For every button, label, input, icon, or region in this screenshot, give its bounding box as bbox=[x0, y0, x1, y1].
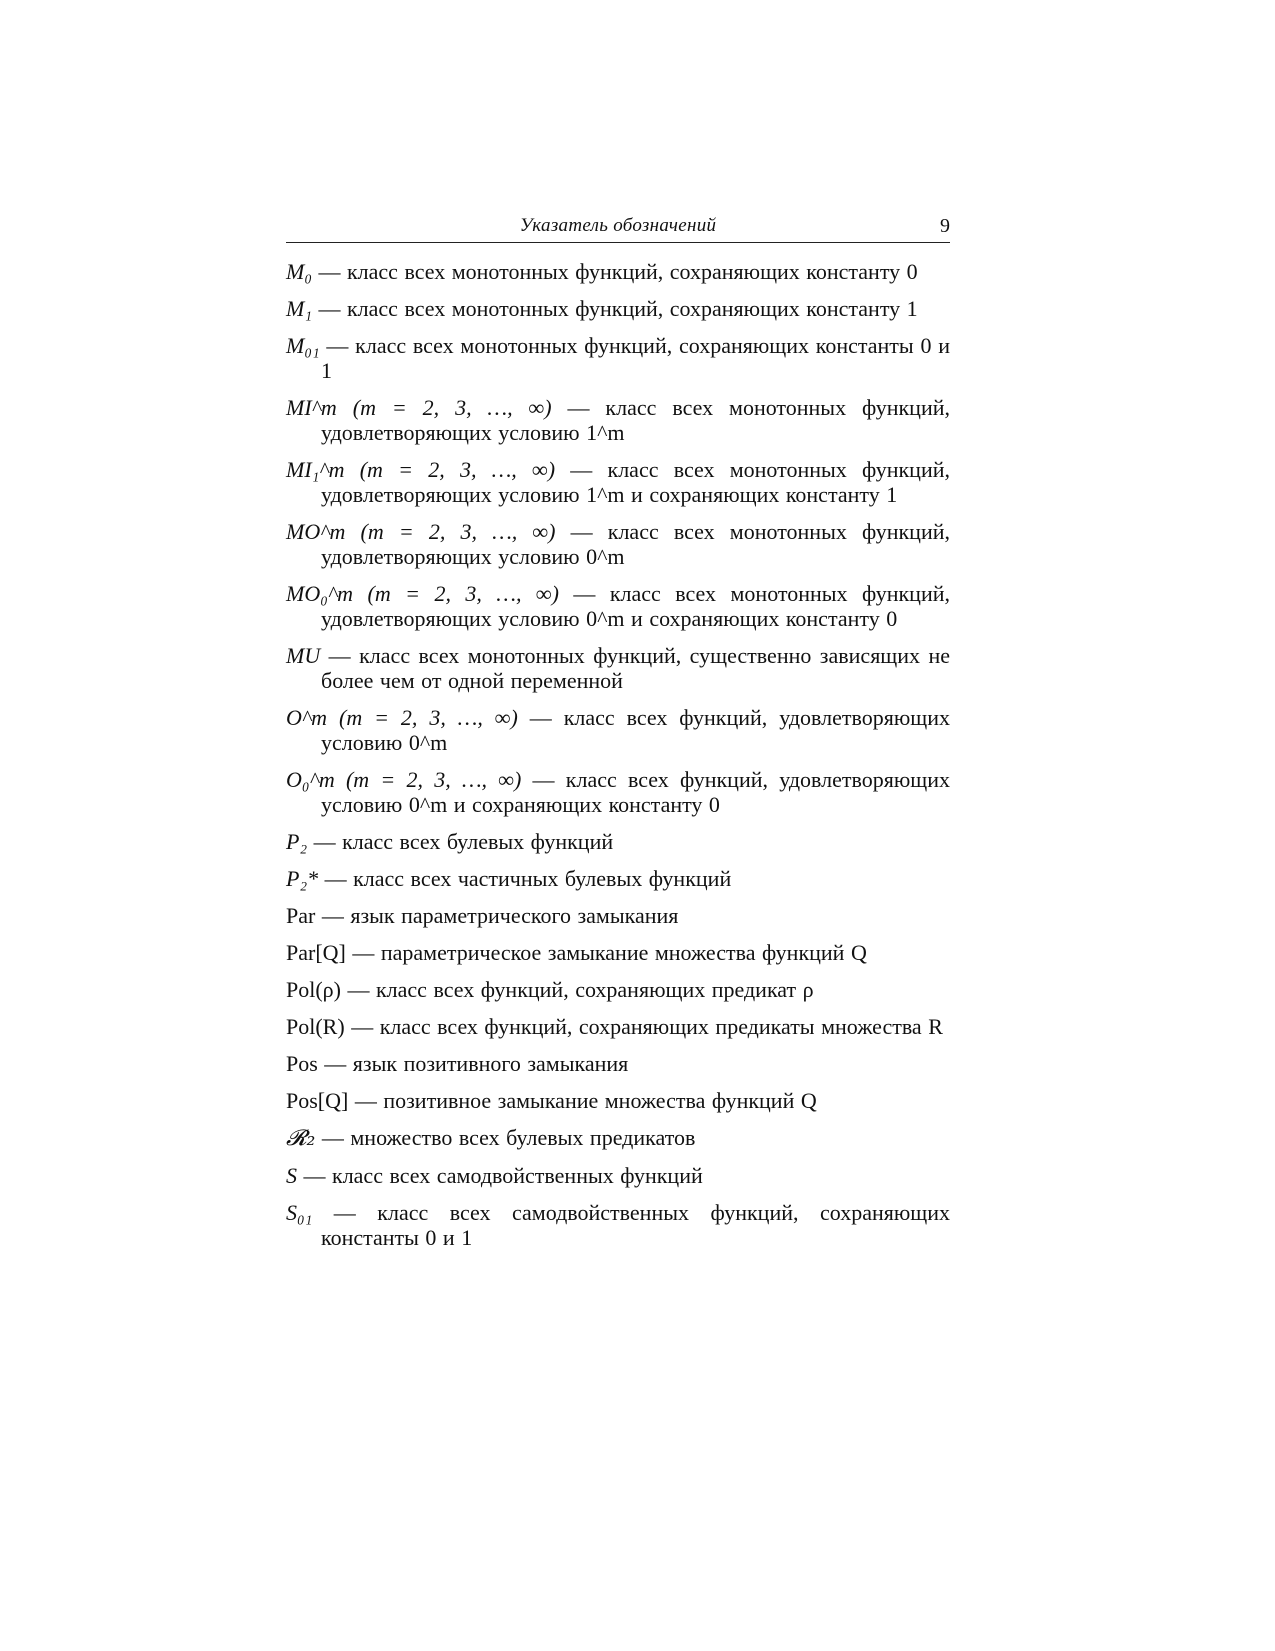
notation-description: — класс всех монотонных функций, удовлетворяющих условию 0^m bbox=[321, 519, 951, 569]
notation-symbol: 𝓡₂ bbox=[286, 1126, 316, 1151]
notation-description: — позитивное замыкание множества функций Q bbox=[354, 1088, 817, 1113]
notation-entry bbox=[286, 333, 950, 383]
page-number: 9 bbox=[940, 215, 950, 237]
notation-description: — класс всех самодвойственных функций, сохраняющих константы 0 и 1 bbox=[321, 1200, 951, 1250]
notation-entry bbox=[286, 1200, 950, 1250]
notation-symbol: M₀ bbox=[286, 259, 312, 284]
notation-entry bbox=[286, 903, 950, 928]
notation-description: — класс всех монотонных функций, сохраняющих константы 0 и 1 bbox=[321, 333, 950, 383]
notation-symbol: Pos[Q] bbox=[286, 1088, 349, 1113]
notation-symbol: MU bbox=[286, 643, 321, 668]
notation-symbol: O^m (m = 2, 3, …, ∞) bbox=[286, 705, 518, 730]
notation-symbol: M₁ bbox=[286, 296, 312, 321]
notation-entry bbox=[286, 259, 950, 284]
notation-description: — класс всех монотонных функций, удовлетворяющих условию 1^m и сохраняющих константу 1 bbox=[321, 457, 951, 507]
notation-description: — класс всех монотонных функций, удовлетворяющих условию 1^m bbox=[321, 395, 951, 445]
notation-description: — класс всех монотонных функций, существенно зависящих не более чем от одной переменной bbox=[321, 643, 951, 693]
notation-entry bbox=[286, 1088, 950, 1113]
notation-entry bbox=[286, 581, 950, 631]
notation-symbol: Pos bbox=[286, 1051, 318, 1076]
notation-symbol: Pol(R) bbox=[286, 1014, 345, 1039]
notation-symbol: MI₁^m (m = 2, 3, …, ∞) bbox=[286, 457, 556, 482]
notation-entry bbox=[286, 977, 950, 1002]
notation-symbol: S₀₁ bbox=[286, 1200, 313, 1225]
notation-entry bbox=[286, 866, 950, 891]
notation-entry bbox=[286, 457, 950, 507]
notation-entry bbox=[286, 767, 950, 817]
notation-symbol: MO^m (m = 2, 3, …, ∞) bbox=[286, 519, 556, 544]
notation-description: — класс всех функций, сохраняющих предикаты множества R bbox=[351, 1014, 943, 1039]
notation-entry bbox=[286, 940, 950, 965]
notation-description: — класс всех монотонных функций, сохраняющих константу 1 bbox=[318, 296, 918, 321]
notation-symbol: MI^m (m = 2, 3, …, ∞) bbox=[286, 395, 552, 420]
notation-symbol: O₀^m (m = 2, 3, …, ∞) bbox=[286, 767, 522, 792]
notation-index bbox=[286, 259, 950, 1250]
notation-entry bbox=[286, 296, 950, 321]
notation-description: — множество всех булевых предикатов bbox=[321, 1125, 696, 1150]
notation-symbol: Par bbox=[286, 903, 316, 928]
notation-entry bbox=[286, 1125, 950, 1151]
notation-description: — класс всех монотонных функций, удовлетворяющих условию 0^m и сохраняющих константу 0 bbox=[321, 581, 951, 631]
book-page bbox=[286, 212, 950, 1262]
notation-description: — класс всех частичных булевых функций bbox=[324, 866, 732, 891]
notation-entry bbox=[286, 829, 950, 854]
notation-symbol: P₂* bbox=[286, 866, 319, 891]
notation-symbol: P₂ bbox=[286, 829, 308, 854]
notation-symbol: S bbox=[286, 1163, 297, 1188]
notation-symbol: M₀₁ bbox=[286, 333, 320, 358]
notation-entry bbox=[286, 519, 950, 569]
notation-description: — класс всех функций, удовлетворяющих условию 0^m bbox=[321, 705, 950, 755]
running-title: Указатель обозначений bbox=[519, 215, 717, 236]
notation-symbol: MO₀^m (m = 2, 3, …, ∞) bbox=[286, 581, 559, 606]
notation-entry bbox=[286, 1014, 950, 1039]
notation-description: — язык позитивного замыкания bbox=[324, 1051, 629, 1076]
notation-symbol: Pol(ρ) bbox=[286, 977, 341, 1002]
notation-description: — класс всех самодвойственных функций bbox=[303, 1163, 703, 1188]
notation-description: — класс всех функций, сохраняющих предикат ρ bbox=[347, 977, 814, 1002]
notation-entry bbox=[286, 643, 950, 693]
notation-entry bbox=[286, 705, 950, 755]
running-head bbox=[286, 212, 950, 243]
notation-description: — класс всех функций, удовлетворяющих условию 0^m и сохраняющих константу 0 bbox=[321, 767, 950, 817]
notation-entry bbox=[286, 1051, 950, 1076]
notation-description: — класс всех монотонных функций, сохраняющих константу 0 bbox=[318, 259, 918, 284]
notation-entry bbox=[286, 1163, 950, 1188]
notation-entry bbox=[286, 395, 950, 445]
notation-symbol: Par[Q] bbox=[286, 940, 346, 965]
notation-description: — язык параметрического замыкания bbox=[321, 903, 679, 928]
notation-description: — параметрическое замыкание множества функций Q bbox=[352, 940, 867, 965]
notation-description: — класс всех булевых функций bbox=[313, 829, 614, 854]
